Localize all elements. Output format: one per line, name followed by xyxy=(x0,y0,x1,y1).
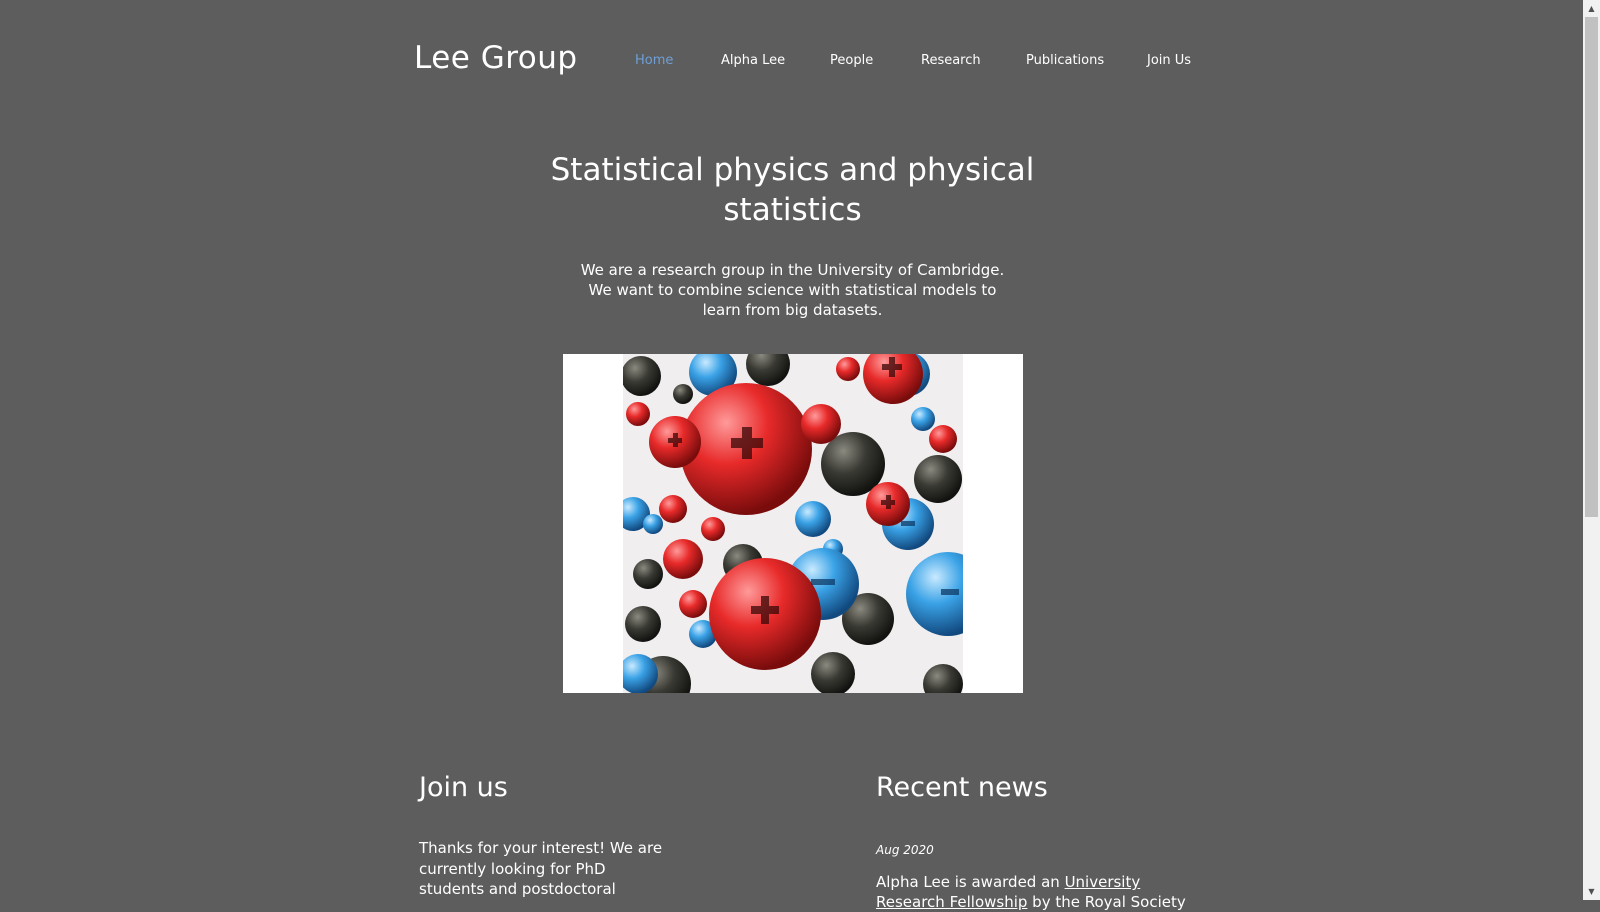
hero-heading: Statistical physics and physical statistics xyxy=(550,152,1035,228)
news-text-prefix: Alpha Lee is awarded an xyxy=(876,873,1065,891)
news-heading: Recent news xyxy=(876,772,1048,803)
scroll-thumb[interactable] xyxy=(1585,17,1598,517)
nav-alpha-lee[interactable]: Alpha Lee xyxy=(721,53,786,68)
nav-join-us[interactable]: Join Us xyxy=(1147,53,1192,68)
hero-image xyxy=(563,354,1023,693)
charged-particles-image xyxy=(563,354,1023,693)
hero-intro: We are a research group in the University of Cambridge. We want to combine science with statistical models to learn from big datasets. xyxy=(580,261,1005,319)
news-text-suffix: by the Royal Society xyxy=(1027,893,1186,911)
site-title[interactable]: Lee Group xyxy=(414,40,578,76)
scroll-up-icon[interactable]: ▲ xyxy=(1588,4,1595,13)
nav-people[interactable]: People xyxy=(830,53,874,68)
news-item xyxy=(876,872,1186,912)
news-date: Aug 2020 xyxy=(876,843,934,857)
join-heading: Join us xyxy=(419,772,508,803)
scroll-down-icon[interactable]: ▼ xyxy=(1588,887,1595,896)
news-link[interactable]: University Research Fellowship xyxy=(876,873,1141,911)
join-text: Thanks for your interest! We are currently looking for PhD students and postdoctoral xyxy=(419,839,663,898)
main-nav xyxy=(600,53,1200,73)
nav-publications[interactable]: Publications xyxy=(1026,53,1105,68)
nav-research[interactable]: Research xyxy=(921,53,981,68)
nav-home[interactable]: Home xyxy=(635,53,674,68)
vertical-scrollbar[interactable] xyxy=(1583,0,1600,900)
